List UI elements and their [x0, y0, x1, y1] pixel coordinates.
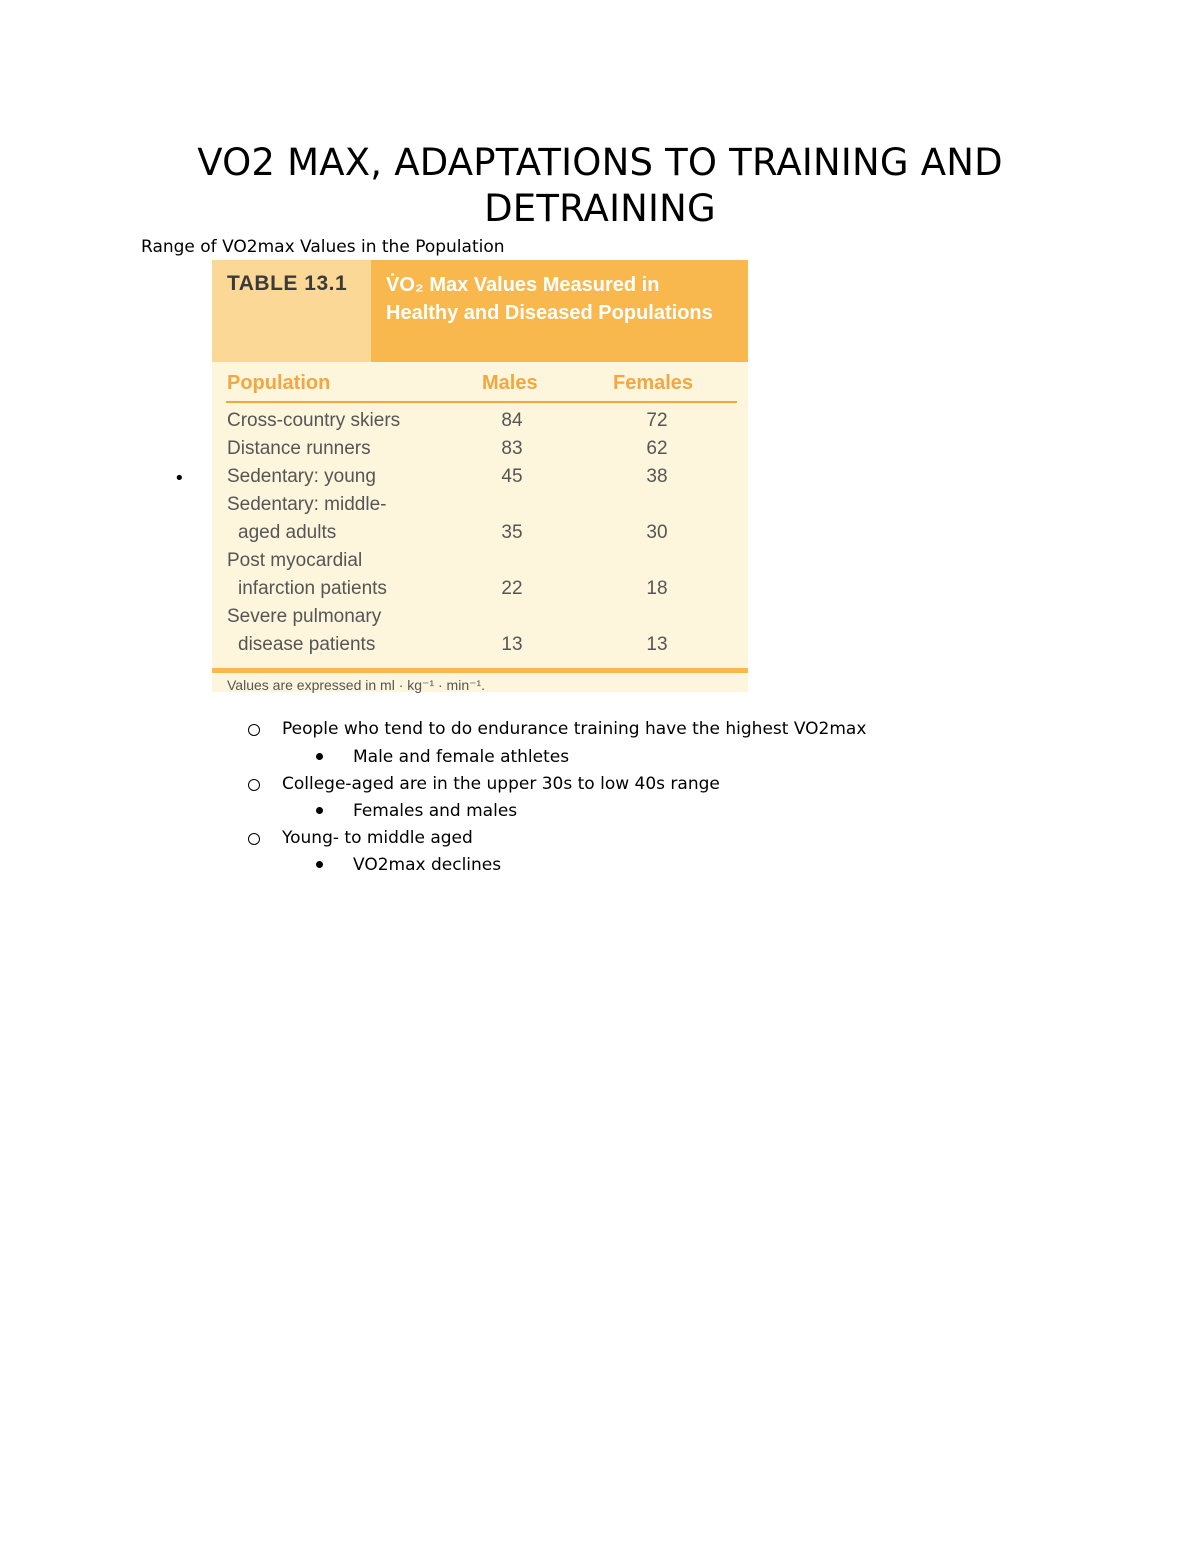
- row-population: Severe pulmonary: [227, 606, 382, 627]
- table-caption-box: [371, 260, 748, 362]
- row-males-value: 13: [501, 634, 523, 655]
- row-males-value: 35: [501, 522, 523, 543]
- vo2max-table-figure: [212, 260, 748, 692]
- row-population-continued: infarction patients: [238, 578, 387, 599]
- row-males-value: 22: [501, 578, 523, 599]
- hollow-circle-bullet-icon: [248, 833, 260, 845]
- row-females-value: 72: [646, 410, 668, 431]
- list-item-text: People who tend to do endurance training have the highest VO2max: [282, 719, 867, 739]
- row-females-value: 18: [646, 578, 668, 599]
- table-bottom-rule: [212, 668, 748, 673]
- row-population: Post myocardial: [227, 550, 363, 571]
- row-population: Sedentary: middle-: [227, 494, 387, 515]
- hollow-circle-bullet-icon: [248, 779, 260, 791]
- row-population: Sedentary: young: [227, 466, 376, 487]
- column-header-males: Males: [482, 372, 538, 394]
- filled-circle-bullet-icon: [316, 861, 323, 868]
- filled-circle-bullet-icon: [316, 807, 323, 814]
- row-males-value: 45: [501, 466, 523, 487]
- row-males-value: 84: [501, 410, 523, 431]
- row-females-value: 62: [646, 438, 668, 459]
- row-population-continued: disease patients: [238, 634, 376, 655]
- sub-list-item-text: VO2max declines: [353, 855, 502, 875]
- row-population: Cross-country skiers: [227, 410, 401, 431]
- row-females-value: 38: [646, 466, 668, 487]
- row-population-continued: aged adults: [238, 522, 337, 543]
- table-label: TABLE 13.1: [227, 272, 348, 295]
- table-label-box: [212, 260, 371, 362]
- column-header-females: Females: [613, 372, 694, 394]
- bullet-marker: •: [174, 468, 185, 489]
- row-males-value: 83: [501, 438, 523, 459]
- filled-circle-bullet-icon: [316, 753, 323, 760]
- column-header-population: Population: [227, 372, 331, 394]
- row-population: Distance runners: [227, 438, 371, 459]
- hollow-circle-bullet-icon: [248, 724, 260, 736]
- sub-list-item-text: Male and female athletes: [353, 747, 570, 767]
- header-rule: [226, 401, 737, 403]
- list-item-text: Young- to middle aged: [282, 828, 473, 848]
- list-item-text: College-aged are in the upper 30s to low 40s range: [282, 774, 720, 794]
- section-heading: Range of VO2max Values in the Population: [141, 237, 505, 257]
- table-caption: V̇O₂ Max Values Measured in Healthy and Diseased Populations: [386, 274, 713, 324]
- row-females-value: 30: [646, 522, 668, 543]
- sub-list-item-text: Females and males: [353, 801, 518, 821]
- page-title: VO2 MAX, ADAPTATIONS TO TRAINING AND DETRAINING: [197, 141, 1003, 230]
- table-units-note: Values are expressed in ml · kg⁻¹ · min⁻¹.: [227, 677, 486, 693]
- row-females-value: 13: [646, 634, 668, 655]
